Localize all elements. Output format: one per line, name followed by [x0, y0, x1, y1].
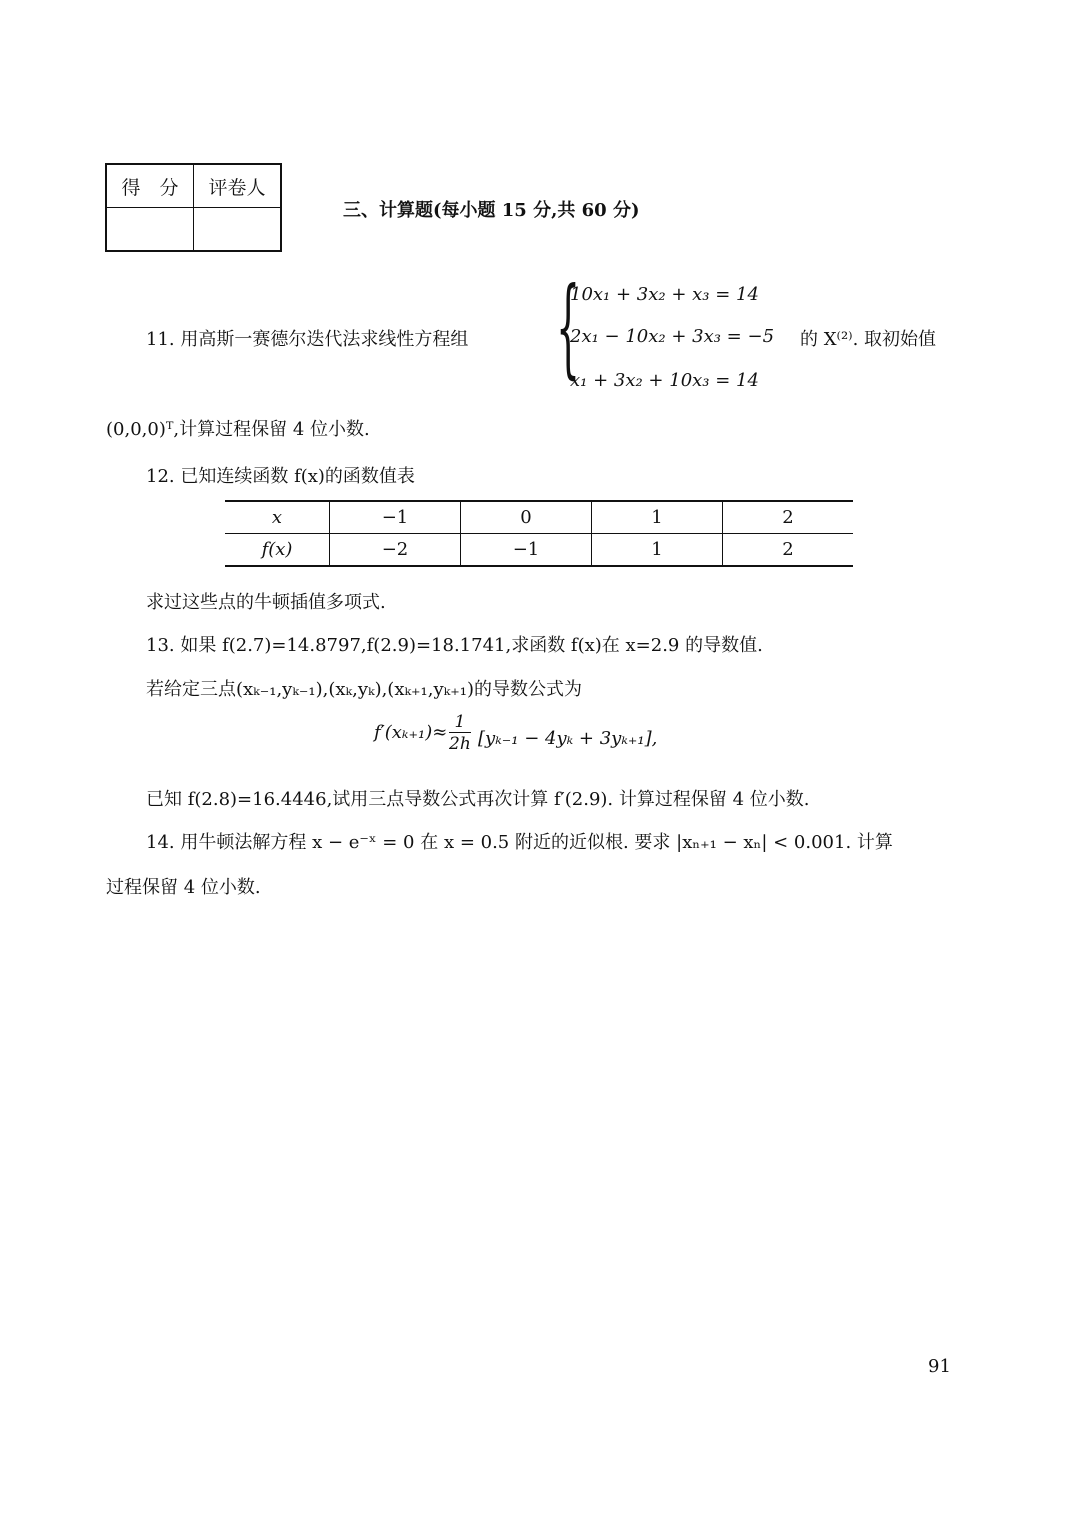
formula-right: [yₖ₋₁ − 4yₖ + 3yₖ₊₁], — [478, 728, 658, 749]
q11-suffix: 的 X⁽²⁾. 取初始值 — [800, 329, 937, 350]
q13-line-2: 若给定三点(xₖ₋₁,yₖ₋₁),(xₖ,yₖ),(xₖ₊₁,yₖ₊₁)的导数公式为 — [146, 679, 582, 700]
q14-line-1: 14. 用牛顿法解方程 x − e⁻ˣ = 0 在 x = 0.5 附近的近似根. 要求 |xₙ₊₁ − xₙ| < 0.001. 计算 — [146, 832, 893, 853]
q11-prefix: 11. 用高斯一赛德尔迭代法求线性方程组 — [146, 329, 469, 350]
table-row-fx — [225, 534, 853, 567]
q11-equation-3: x₁ + 3x₂ + 10x₃ = 14 — [570, 370, 759, 391]
x-value: −1 — [330, 501, 461, 534]
equation-brace: { — [556, 265, 581, 390]
q13-line-1: 13. 如果 f(2.7)=14.8797,f(2.9)=18.1741,求函数 f(x)在 x=2.9 的导数值. — [146, 635, 763, 656]
fx-value: 2 — [723, 534, 854, 567]
page-number: 91 — [928, 1356, 951, 1377]
q11-equation-1: 10x₁ + 3x₂ + x₃ = 14 — [570, 284, 759, 305]
score-box — [105, 163, 282, 252]
score-cell — [106, 208, 194, 252]
grader-label: 评卷人 — [194, 164, 282, 208]
q11-equation-2: 2x₁ − 10x₂ + 3x₃ = −5 — [570, 326, 775, 347]
x-value: 2 — [723, 501, 854, 534]
q13-line-3: 已知 f(2.8)=16.4446,试用三点导数公式再次计算 f′(2.9). 计算过程保留 4 位小数. — [146, 789, 810, 810]
row-label-x: x — [225, 501, 330, 534]
section-title: 三、计算题(每小题 15 分,共 60 分) — [343, 200, 640, 221]
row-label-fx: f(x) — [261, 539, 293, 560]
formula-fraction — [449, 712, 471, 755]
fx-value: 1 — [592, 534, 723, 567]
grader-cell — [194, 208, 282, 252]
fx-value: −2 — [330, 534, 461, 567]
x-value: 0 — [461, 501, 592, 534]
q11-continuation: (0,0,0)ᵀ,计算过程保留 4 位小数. — [106, 419, 370, 440]
q14-line-2: 过程保留 4 位小数. — [106, 877, 261, 898]
fraction-denominator: 2h — [449, 734, 471, 754]
fx-value: −1 — [461, 534, 592, 567]
function-value-table — [225, 500, 853, 567]
q12-after-table: 求过这些点的牛顿插值多项式. — [146, 592, 386, 613]
table-row-x — [225, 501, 853, 534]
score-label: 得 分 — [106, 164, 194, 208]
q12-text: 12. 已知连续函数 f(x)的函数值表 — [146, 466, 415, 487]
fraction-numerator: 1 — [449, 712, 471, 733]
formula-left: f′(xₖ₊₁)≈ — [374, 722, 448, 743]
x-value: 1 — [592, 501, 723, 534]
